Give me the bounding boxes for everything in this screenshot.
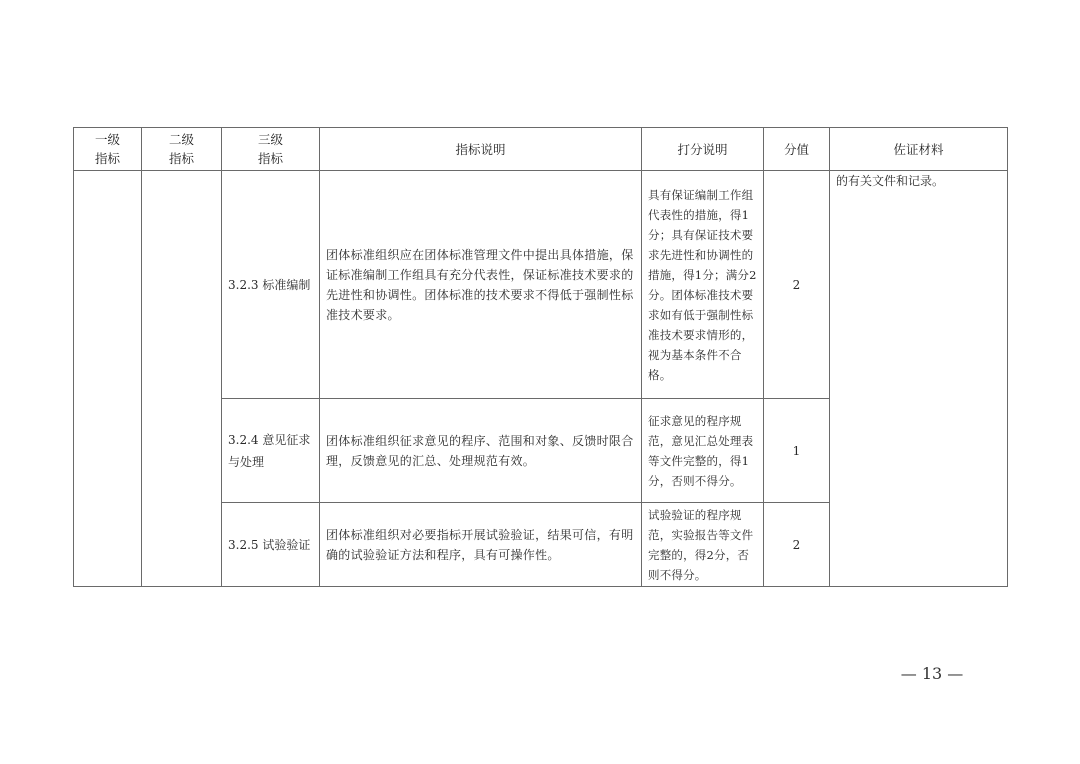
page-number: — 13 —: [900, 664, 964, 683]
table-header-row: [74, 128, 1008, 171]
header-score: 分值: [764, 128, 830, 171]
scoring-description-cell: 征求意见的程序规范，意见汇总处理表等文件完整的，得1分，否则不得分。: [642, 399, 764, 503]
header-indicator-description: 指标说明: [320, 128, 642, 171]
header-level2: 二级 指标: [142, 128, 222, 171]
score-value-cell: 2: [764, 171, 830, 399]
indicator-description-cell: 团体标准组织对必要指标开展试验验证，结果可信，有明确的试验验证方法和程序，具有可操作性。: [320, 503, 642, 587]
header-level1: 一级 指标: [74, 128, 142, 171]
level1-cell: [74, 171, 142, 587]
level3-cell: 3.2.4 意见征求与处理: [222, 399, 320, 503]
level3-cell: 3.2.3 标准编制: [222, 171, 320, 399]
score-value-cell: 2: [764, 503, 830, 587]
level2-cell: [142, 171, 222, 587]
header-evidence: 佐证材料: [830, 128, 1008, 171]
indicator-description-cell: 团体标准组织应在团体标准管理文件中提出具体措施，保证标准编制工作组具有充分代表性，保证标准技术要求的先进性和协调性。团体标准的技术要求不得低于强制性标准技术要求。: [320, 171, 642, 399]
scoring-description-cell: 具有保证编制工作组代表性的措施，得1分；具有保证技术要求先进性和协调性的措施，得1分；满分2分。团体标准技术要求如有低于强制性标准技术要求情形的，视为基本条件不合格。: [642, 171, 764, 399]
header-level3: 三级 指标: [222, 128, 320, 171]
indicator-table: [73, 127, 1008, 587]
indicator-description-cell: 团体标准组织征求意见的程序、范围和对象、反馈时限合理，反馈意见的汇总、处理规范有效。: [320, 399, 642, 503]
level3-cell: 3.2.5 试验验证: [222, 503, 320, 587]
header-scoring-description: 打分说明: [642, 128, 764, 171]
evidence-cell: 的有关文件和记录。: [830, 171, 1008, 587]
score-value-cell: 1: [764, 399, 830, 503]
scoring-description-cell: 试验验证的程序规范，实验报告等文件完整的，得2分，否则不得分。: [642, 503, 764, 587]
table-row: [74, 171, 1008, 399]
